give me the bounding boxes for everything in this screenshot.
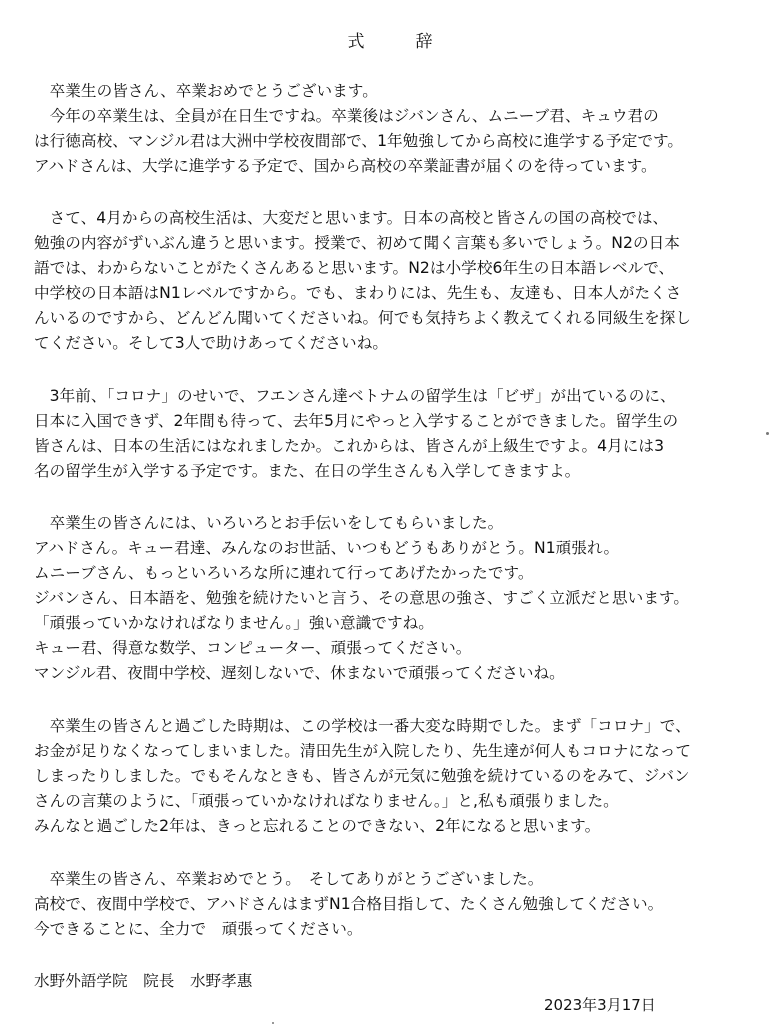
- text-line: 「頑張っていかなければなりません。」強い意識ですね。: [34, 614, 434, 632]
- text-line: 卒業生の皆さん、卒業おめでとうございます。: [34, 82, 378, 100]
- text-line: アハドさん。キュー君達、みんなのお世話、いつもどうもありがとう。N1頑張れ。: [34, 539, 620, 557]
- text-line: ムニーブさん、もっといろいろな所に連れて行ってあげたかったです。: [34, 564, 534, 582]
- text-line: 今できることに、全力で 頑張ってください。: [34, 920, 363, 938]
- date: 2023年3月17日: [544, 996, 656, 1014]
- text-line: 勉強の内容がずいぶん違うと思います。授業で、初めて聞く言葉も多いでしょう。N2の日本: [34, 234, 680, 252]
- text-line: んいるのですから、どんどん聞いてくださいね。何でも気持ちよく教えてくれる同級生を探し: [34, 309, 692, 327]
- text-line: は行徳高校、マンジル君は大洲中学校夜間部で、1年勉強してから高校に進学する予定です。: [34, 132, 684, 150]
- text-line: マンジル君、夜間中学校、遅刻しないで、休まないで頑張ってくださいね。: [34, 664, 565, 682]
- text-line: みんなと過ごした2年は、きっと忘れることのできない、2年になると思います。: [34, 817, 601, 835]
- text-line: さんの言葉のように、「頑張っていかなければなりません。」と,私も頑張りました。: [34, 792, 619, 810]
- text-line: ジバンさん、日本語を、勉強を続けたいと言う、その意思の強さ、すごく立派だと思います。: [34, 589, 690, 607]
- text-line: 卒業生の皆さんと過ごした時期は、この学校は一番大変な時期でした。まず「コロナ」で、: [34, 717, 691, 735]
- text-line: お金が足りなくなってしまいました。清田先生が入院したり、先生達が何人もコロナになって: [34, 742, 692, 760]
- text-line: キュー君、得意な数学、コンピューター、頑張ってください。: [34, 639, 472, 657]
- text-line: アハドさんは、大学に進学する予定で、国から高校の卒業証書が届くのを待っています。: [34, 157, 657, 175]
- text-line: 中学校の日本語はN1レベルですから。でも、まわりには、先生も、友達も、日本人がたくさ: [34, 284, 682, 302]
- scan-speck: [272, 1022, 274, 1024]
- text-line: 高校で、夜間中学校で、アハドさんはまずN1合格目指して、たくさん勉強してください。: [34, 895, 664, 913]
- document-title: 式 辞: [347, 32, 433, 52]
- scan-speck: [766, 432, 769, 435]
- text-line: 日本に入国できず、2年間も待って、去年5月にやっと入学することができました。留学生の: [34, 412, 679, 430]
- text-line: 皆さんは、日本の生活にはなれましたか。これからは、皆さんが上級生ですよ。4月には3: [34, 437, 665, 455]
- text-line: 今年の卒業生は、全員が在日生ですね。卒業後はジバンさん、ムニーブ君、キュウ君の: [34, 107, 659, 125]
- text-line: 名の留学生が入学する予定です。また、在日の学生さんも入学してきますよ。: [34, 462, 581, 480]
- signature: 水野外語学院 院長 水野孝惠: [34, 972, 253, 990]
- text-line: 語では、わからないことがたくさんあると思います。N2は小学校6年生の日本語レベルで、: [34, 259, 675, 277]
- text-line: 卒業生の皆さん、卒業おめでとう。 そしてありがとうございました。: [34, 870, 544, 888]
- text-line: しまったりしました。でもそんなときも、皆さんが元気に勉強を続けているのをみて、ジバン: [34, 767, 690, 785]
- text-line: 3年前、「コロナ」のせいで、フエンさん達ベトナムの留学生は「ビザ」が出ているのに、: [34, 387, 676, 405]
- text-line: さて、4月からの高校生活は、大変だと思います。日本の高校と皆さんの国の高校では、: [34, 209, 669, 227]
- text-line: 卒業生の皆さんには、いろいろとお手伝いをしてもらいました。: [34, 514, 504, 532]
- text-line: てください。そして3人で助けあってくださいね。: [34, 334, 388, 352]
